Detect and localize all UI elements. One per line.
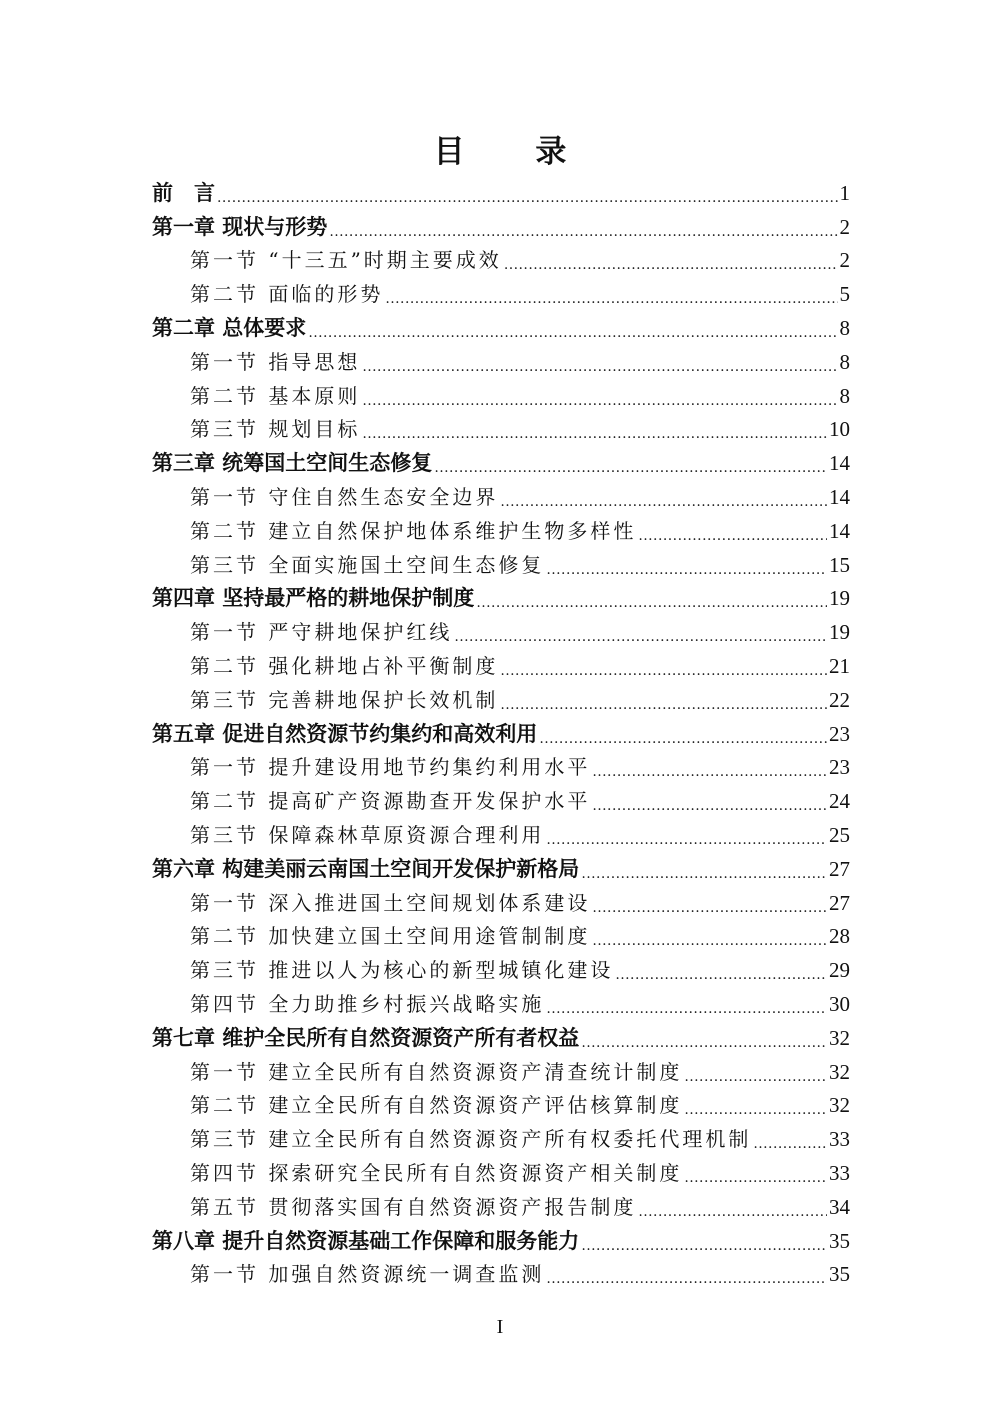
toc-entry-label: 第五章 促进自然资源节约集约和高效利用	[152, 721, 538, 746]
toc-dot-leader	[684, 1098, 827, 1122]
toc-page-number: 14	[829, 484, 850, 509]
toc-entry-label: 第一节 加强自然资源统一调查监测	[190, 1262, 545, 1287]
toc-entry-label: 第三节 全面实施国土空间生态修复	[190, 552, 545, 577]
toc-entry-label: 第一节 指导思想	[190, 349, 361, 374]
toc-dot-leader	[638, 1200, 827, 1224]
toc-chapter-entry[interactable]	[152, 852, 850, 886]
toc-section-entry[interactable]	[152, 548, 850, 582]
toc-page-number: 34	[829, 1194, 850, 1219]
toc-entry-label: 第二章 总体要求	[152, 315, 307, 340]
toc-dot-leader	[308, 321, 837, 345]
toc-chapter-entry[interactable]	[152, 210, 850, 244]
toc-dot-leader	[546, 1267, 827, 1291]
toc-entry-label: 第一节 “十三五”时期主要成效	[190, 248, 502, 273]
page-title: 目 录	[433, 134, 597, 170]
toc-section-entry[interactable]	[152, 784, 850, 818]
toc-section-entry[interactable]	[152, 413, 850, 447]
toc-page-number: 22	[829, 687, 850, 712]
toc-dot-leader	[546, 558, 827, 582]
toc-page-number: 35	[829, 1262, 850, 1287]
toc-section-entry[interactable]	[152, 1089, 850, 1123]
toc-entry-label: 第二节 建立自然保护地体系维护生物多样性	[190, 518, 637, 543]
toc-page-number: 19	[829, 586, 850, 611]
toc-section-entry[interactable]	[152, 886, 850, 920]
toc-entry-label: 第一节 建立全民所有自然资源资产清查统计制度	[190, 1059, 683, 1084]
toc-dot-leader	[385, 287, 837, 311]
toc-dot-leader	[581, 1234, 827, 1258]
toc-dot-leader	[581, 1031, 827, 1055]
toc-dot-leader	[329, 220, 837, 244]
toc-dot-leader	[362, 389, 837, 413]
toc-section-entry[interactable]	[152, 751, 850, 785]
toc-dot-leader	[581, 862, 827, 886]
toc-dot-leader	[592, 794, 827, 818]
toc-entry-label: 第二节 提高矿产资源勘查开发保护水平	[190, 789, 591, 814]
toc-entry-label: 第七章 维护全民所有自然资源资产所有者权益	[152, 1025, 580, 1050]
toc-page-number: 10	[829, 417, 850, 442]
toc-dot-leader	[615, 963, 827, 987]
toc-page-number: 30	[829, 991, 850, 1016]
toc-entry-label: 第一节 严守耕地保护红线	[190, 620, 453, 645]
toc-page-number: 23	[829, 721, 850, 746]
toc-entry-label: 第四节 全力助推乡村振兴战略实施	[190, 991, 545, 1016]
toc-dot-leader	[539, 727, 827, 751]
toc-page-number: 32	[829, 1093, 850, 1118]
toc-entry-label: 第一节 提升建设用地节约集约利用水平	[190, 755, 591, 780]
toc-section-entry[interactable]	[152, 987, 850, 1021]
toc-entry-label: 第一节 深入推进国土空间规划体系建设	[190, 890, 591, 915]
toc-entry-label: 第三节 建立全民所有自然资源资产所有权委托代理机制	[190, 1127, 752, 1152]
toc-page-number: 5	[839, 282, 850, 307]
toc-chapter-entry[interactable]	[152, 1224, 850, 1258]
toc-page-number: 15	[829, 552, 850, 577]
toc-dot-leader	[684, 1065, 827, 1089]
toc-dot-leader	[217, 186, 838, 210]
toc-chapter-entry[interactable]	[152, 446, 850, 480]
toc-entry-label: 第一节 守住自然生态安全边界	[190, 484, 499, 509]
toc-entry-label: 第八章 提升自然资源基础工作保障和服务能力	[152, 1228, 580, 1253]
toc-page-number: 14	[829, 518, 850, 543]
toc-dot-leader	[753, 1132, 827, 1156]
toc-page-number: 35	[829, 1228, 850, 1253]
toc-dot-leader	[592, 896, 827, 920]
toc-page-number: 27	[829, 856, 850, 881]
toc-page-number: 8	[839, 349, 850, 374]
toc-dot-leader	[638, 524, 827, 548]
toc-page-number: 14	[829, 451, 850, 476]
toc-page-number: 28	[829, 924, 850, 949]
toc-dot-leader	[362, 422, 827, 446]
toc-page-number: 27	[829, 890, 850, 915]
toc-page-number: 24	[829, 789, 850, 814]
toc-page-number: 1	[839, 180, 850, 205]
toc-entry-label: 第二节 基本原则	[190, 383, 361, 408]
toc-chapter-entry[interactable]	[152, 1021, 850, 1055]
toc-dot-leader	[592, 760, 827, 784]
toc-page-number: 8	[839, 315, 850, 340]
toc-dot-leader	[546, 997, 827, 1021]
toc-entry-label: 第四节 探索研究全民所有自然资源资产相关制度	[190, 1160, 683, 1185]
toc-entry-label: 第五节 贯彻落实国有自然资源资产报告制度	[190, 1194, 637, 1219]
toc-dot-leader	[434, 456, 827, 480]
toc-entry-label: 第二节 加快建立国土空间用途管制制度	[190, 924, 591, 949]
toc-section-entry[interactable]	[152, 1258, 850, 1292]
toc-entry-label: 前 言	[152, 180, 215, 205]
toc-page-number: 33	[829, 1127, 850, 1152]
toc-page-number: 21	[829, 653, 850, 678]
toc-entry-label: 第二节 面临的形势	[190, 282, 384, 307]
toc-chapter-entry[interactable]	[152, 582, 850, 616]
toc-section-entry[interactable]	[152, 818, 850, 852]
toc-section-entry[interactable]	[152, 920, 850, 954]
toc-section-entry[interactable]	[152, 953, 850, 987]
toc-section-entry[interactable]	[152, 345, 850, 379]
toc-dot-leader	[546, 828, 827, 852]
toc-dot-leader	[362, 355, 837, 379]
toc-page-number: 29	[829, 958, 850, 983]
toc-dot-leader	[684, 1166, 827, 1190]
toc-page-number: 8	[839, 383, 850, 408]
toc-page-number: 19	[829, 620, 850, 645]
toc-section-entry[interactable]	[152, 683, 850, 717]
table-of-contents	[152, 176, 850, 1291]
toc-entry-label: 第三节 推进以人为核心的新型城镇化建设	[190, 958, 614, 983]
toc-page-number: 32	[829, 1025, 850, 1050]
toc-entry-label: 第二节 建立全民所有自然资源资产评估核算制度	[190, 1093, 683, 1118]
toc-chapter-entry[interactable]	[152, 176, 850, 210]
toc-section-entry[interactable]	[152, 1122, 850, 1156]
toc-dot-leader	[500, 693, 827, 717]
toc-dot-leader	[454, 625, 827, 649]
toc-page-number: 2	[839, 248, 850, 273]
toc-section-entry[interactable]	[152, 379, 850, 413]
toc-section-entry[interactable]	[152, 1156, 850, 1190]
toc-section-entry[interactable]	[152, 244, 850, 278]
toc-entry-label: 第三章 统筹国土空间生态修复	[152, 451, 433, 476]
toc-chapter-entry[interactable]	[152, 717, 850, 751]
toc-section-entry[interactable]	[152, 649, 850, 683]
toc-section-entry[interactable]	[152, 1055, 850, 1089]
toc-entry-label: 第三节 保障森林草原资源合理利用	[190, 822, 545, 847]
toc-entry-label: 第一章 现状与形势	[152, 214, 328, 239]
toc-dot-leader	[592, 929, 827, 953]
toc-page-number: 23	[829, 755, 850, 780]
toc-section-entry[interactable]	[152, 1190, 850, 1224]
toc-entry-label: 第三节 完善耕地保护长效机制	[190, 687, 499, 712]
toc-section-entry[interactable]	[152, 277, 850, 311]
toc-page-number: 2	[839, 214, 850, 239]
toc-section-entry[interactable]	[152, 480, 850, 514]
toc-dot-leader	[500, 490, 827, 514]
toc-entry-label: 第六章 构建美丽云南国土空间开发保护新格局	[152, 856, 580, 881]
toc-section-entry[interactable]	[152, 615, 850, 649]
toc-chapter-entry[interactable]	[152, 311, 850, 345]
toc-section-entry[interactable]	[152, 514, 850, 548]
page-number: I	[496, 1316, 504, 1338]
toc-dot-leader	[504, 253, 838, 277]
toc-entry-label: 第二节 强化耕地占补平衡制度	[190, 653, 499, 678]
toc-entry-label: 第四章 坚持最严格的耕地保护制度	[152, 586, 475, 611]
toc-page-number: 32	[829, 1059, 850, 1084]
toc-dot-leader	[500, 659, 827, 683]
toc-page-number: 25	[829, 822, 850, 847]
toc-dot-leader	[476, 591, 827, 615]
toc-page-number: 33	[829, 1160, 850, 1185]
toc-entry-label: 第三节 规划目标	[190, 417, 361, 442]
